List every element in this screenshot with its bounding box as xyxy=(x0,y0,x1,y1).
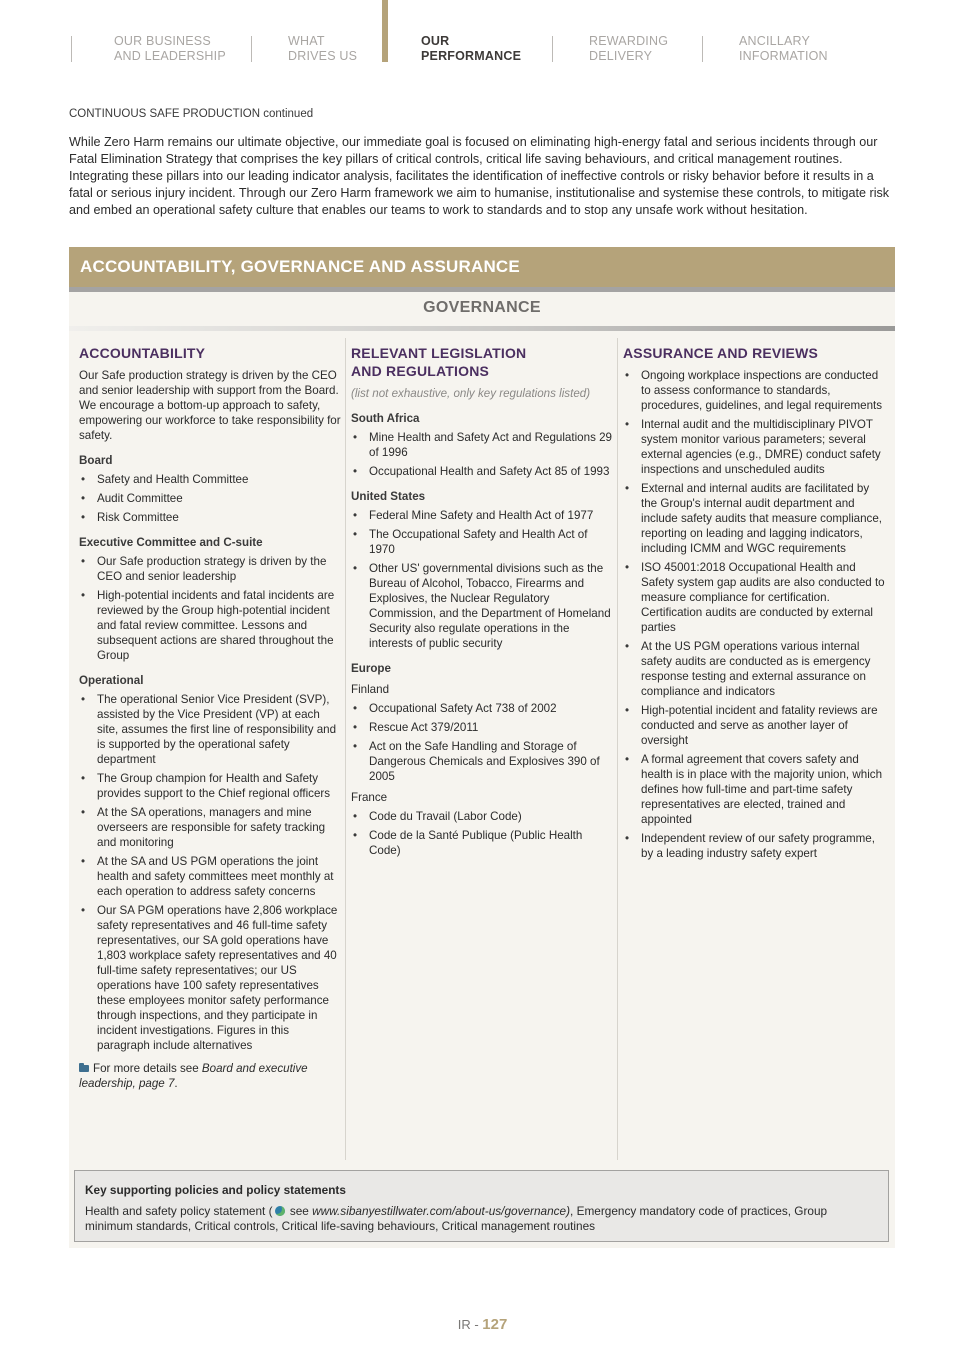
list-item: • Other US' governmental divisions such as the Bureau of Alcohol, Tobacco, Firearms and Explosives, the Nuclear Regulatory Commission, and the Department of Homeland Security also regulate operations in the interests of public security xyxy=(351,561,613,651)
policy-see: see xyxy=(286,1204,313,1218)
intro-paragraph: While Zero Harm remains our ultimate objective, our immediate goal is focused on eliminating high-energy fatal and serious incidents through our Fatal Elimination Strategy that comprises the key pillars of critical controls, critical life saving behaviours, and critical management routines. Integrating these pillars into our leading indicator analysis, facilitates the identification of ineffective controls or risky behavior before it results in a fatal or serious injury incident. Through our Zero Harm framework we aim to humanise, institutionalise and systemise these controls, to mitigate risk and embed an operational safety culture that enables our teams to work to standards and to stop any unsafe work without hesitation. xyxy=(69,135,890,217)
nav-label: OUR xyxy=(421,34,450,48)
folder-icon xyxy=(79,1065,89,1072)
governance-rule xyxy=(69,326,895,331)
policy-text xyxy=(85,1204,878,1234)
section-nav xyxy=(0,0,965,70)
united-states-list xyxy=(351,508,613,651)
exco-list xyxy=(79,554,343,663)
list-item: • Audit Committee xyxy=(79,491,343,506)
accountability-column xyxy=(79,344,343,1091)
nav-separator xyxy=(702,36,703,62)
list-item: • At the SA and US PGM operations the joint health and safety committees meet monthly at each operation to address safety concerns xyxy=(79,854,343,899)
assurance-heading: ASSURANCE AND REVIEWS xyxy=(623,345,819,361)
list-item: • High-potential incident and fatality reviews are conducted and serve as another layer of oversight xyxy=(623,703,887,748)
list-item: • Our Safe production strategy is driven by the CEO and senior leadership xyxy=(79,554,343,584)
section-kicker: CONTINUOUS SAFE PRODUCTION continued xyxy=(69,108,314,120)
finland-label: Finland xyxy=(351,683,390,696)
more-prefix: For more details see xyxy=(93,1062,202,1075)
more-suffix: . xyxy=(174,1077,178,1090)
list-item: • Safety and Health Committee xyxy=(79,472,343,487)
board-heading: Board xyxy=(79,454,113,467)
globe-icon xyxy=(275,1206,285,1216)
list-item: • Code du Travail (Labor Code) xyxy=(351,809,613,824)
list-item: • The Occupational Safety and Health Act of 1970 xyxy=(351,527,613,557)
list-item: • At the SA operations, managers and mine overseers are responsible for safety tracking and monitoring xyxy=(79,805,343,850)
column-divider xyxy=(617,338,618,1160)
nav-item-ancillary-information[interactable] xyxy=(739,34,828,64)
list-item: • Mine Health and Safety Act and Regulations 29 of 1996 xyxy=(351,430,613,460)
policy-title: Key supporting policies and policy statements xyxy=(85,1183,346,1197)
nav-label: REWARDING xyxy=(589,34,669,48)
legislation-note: (list not exhaustive, only key regulations listed) xyxy=(351,387,591,400)
south-africa-heading: South Africa xyxy=(351,412,420,425)
page-footer xyxy=(0,1316,965,1333)
nav-label: PERFORMANCE xyxy=(421,49,522,63)
footer-prefix: IR - xyxy=(457,1317,483,1332)
heading-line: AND REGULATIONS xyxy=(351,363,490,379)
list-item: • The Group champion for Health and Safety provides support to the Chief regional officers xyxy=(79,771,343,801)
nav-label: WHAT xyxy=(288,34,325,48)
exco-heading: Executive Committee and C-suite xyxy=(79,536,263,549)
assurance-column xyxy=(623,344,887,865)
nav-label: DELIVERY xyxy=(589,49,653,63)
accountability-heading: ACCOUNTABILITY xyxy=(79,345,206,361)
list-item: • Internal audit and the multidisciplinary PIVOT system monitor various parameters; several external agencies (e.g., DMRE) conduct safety inspections and unscheduled audits xyxy=(623,417,887,477)
governance-heading: GOVERNANCE xyxy=(423,299,541,316)
france-label: France xyxy=(351,791,388,804)
legislation-column xyxy=(351,344,613,862)
policy-box xyxy=(74,1170,889,1242)
list-item: • Ongoing workplace inspections are conducted to assess conformance to standards, procedures, guidelines, and legal requirements xyxy=(623,368,887,413)
nav-item-our-business[interactable] xyxy=(114,34,226,64)
legislation-heading xyxy=(351,344,613,380)
nav-item-rewarding-delivery[interactable] xyxy=(589,34,668,64)
more-details-note xyxy=(79,1061,343,1091)
finland-list xyxy=(351,701,613,784)
policy-suffix: , Emergency mandatory code of practices, Group minimum standards, Critical controls, Critical life-saving behaviours, Critical management routines xyxy=(85,1204,828,1233)
nav-separator xyxy=(71,36,72,62)
nav-label: DRIVES US xyxy=(288,49,358,63)
nav-label: OUR BUSINESS xyxy=(114,34,211,48)
list-item: • The operational Senior Vice President (SVP), assisted by the Vice President (VP) at each site, assumes the first line of responsibility and is supported by the operational safety department xyxy=(79,692,343,767)
board-list xyxy=(79,472,343,525)
banner-rule xyxy=(69,287,895,292)
page-number: 127 xyxy=(482,1316,508,1333)
france-list xyxy=(351,809,613,858)
heading-line: RELEVANT LEGISLATION xyxy=(351,345,527,361)
assurance-list xyxy=(623,368,887,861)
list-item: • Our SA PGM operations have 2,806 workplace safety representatives and 46 full-time safety representatives, our SA gold operations have 1,803 workplace safety representatives and 40 full-time safety representatives; our US operations have 100 safety representatives these employees monitor safety performance through inspections, and they participate in incident investigations. Figures in this paragraph include alternatives xyxy=(79,903,343,1053)
nav-label: ANCILLARY xyxy=(739,34,811,48)
column-divider xyxy=(345,338,346,1160)
nav-item-what-drives-us[interactable] xyxy=(288,34,357,64)
list-item: • High-potential incidents and fatal incidents are reviewed by the Group high-potential incident and fatal review committee. Lessons and subsequent actions are shared throughout the Group xyxy=(79,588,343,663)
nav-active-indicator xyxy=(382,0,388,62)
nav-label: INFORMATION xyxy=(739,49,828,63)
list-item: • Occupational Health and Safety Act 85 of 1993 xyxy=(351,464,613,479)
list-item: • Act on the Safe Handling and Storage of Dangerous Chemicals and Explosives 390 of 2005 xyxy=(351,739,613,784)
list-item: • Federal Mine Safety and Health Act of 1977 xyxy=(351,508,613,523)
list-item: • Risk Committee xyxy=(79,510,343,525)
south-africa-list xyxy=(351,430,613,479)
list-item: • ISO 45001:2018 Occupational Health and Safety system gap audits are also conducted to measure compliance for certification. Certification audits are conducted by external parties xyxy=(623,560,887,635)
list-item: • Independent review of our safety programme, by a leading industry safety expert xyxy=(623,831,887,861)
list-item: • Occupational Safety Act 738 of 2002 xyxy=(351,701,613,716)
section-banner: ACCOUNTABILITY, GOVERNANCE AND ASSURANCE xyxy=(69,247,895,287)
nav-separator xyxy=(552,36,553,62)
operational-heading: Operational xyxy=(79,674,144,687)
list-item: • At the US PGM operations various internal safety audits are conducted as is emergency response testing and external assurance on compliance and indicators xyxy=(623,639,887,699)
list-item: • Rescue Act 379/2011 xyxy=(351,720,613,735)
accountability-lead: Our Safe production strategy is driven by the CEO and senior leadership with support from the Board. We encourage a bottom-up approach to safety, empowering our workforce to take responsibility for safety. xyxy=(79,369,341,442)
europe-heading: Europe xyxy=(351,662,391,675)
nav-item-our-performance[interactable] xyxy=(421,34,521,64)
nav-separator xyxy=(251,36,252,62)
list-item: • A formal agreement that covers safety and health is in place with the majority union, which defines how full-time and part-time safety representatives are elected, trained and appointed xyxy=(623,752,887,827)
operational-list xyxy=(79,692,343,1053)
nav-label: AND LEADERSHIP xyxy=(114,49,226,63)
board-leadership-link[interactable]: Board and executive leadership, page 7 xyxy=(79,1062,308,1090)
policy-prefix: Health and safety policy statement ( xyxy=(85,1204,273,1218)
list-item: • Code de la Santé Publique (Public Health Code) xyxy=(351,828,613,858)
list-item: • External and internal audits are facilitated by the Group's internal audit department and include safety audits that measure compliance, reporting on leading and lagging indicators, including ICMM and WGC requirements xyxy=(623,481,887,556)
united-states-heading: United States xyxy=(351,490,426,503)
governance-url-link[interactable]: www.sibanyestillwater.com/about-us/governance) xyxy=(312,1204,571,1218)
